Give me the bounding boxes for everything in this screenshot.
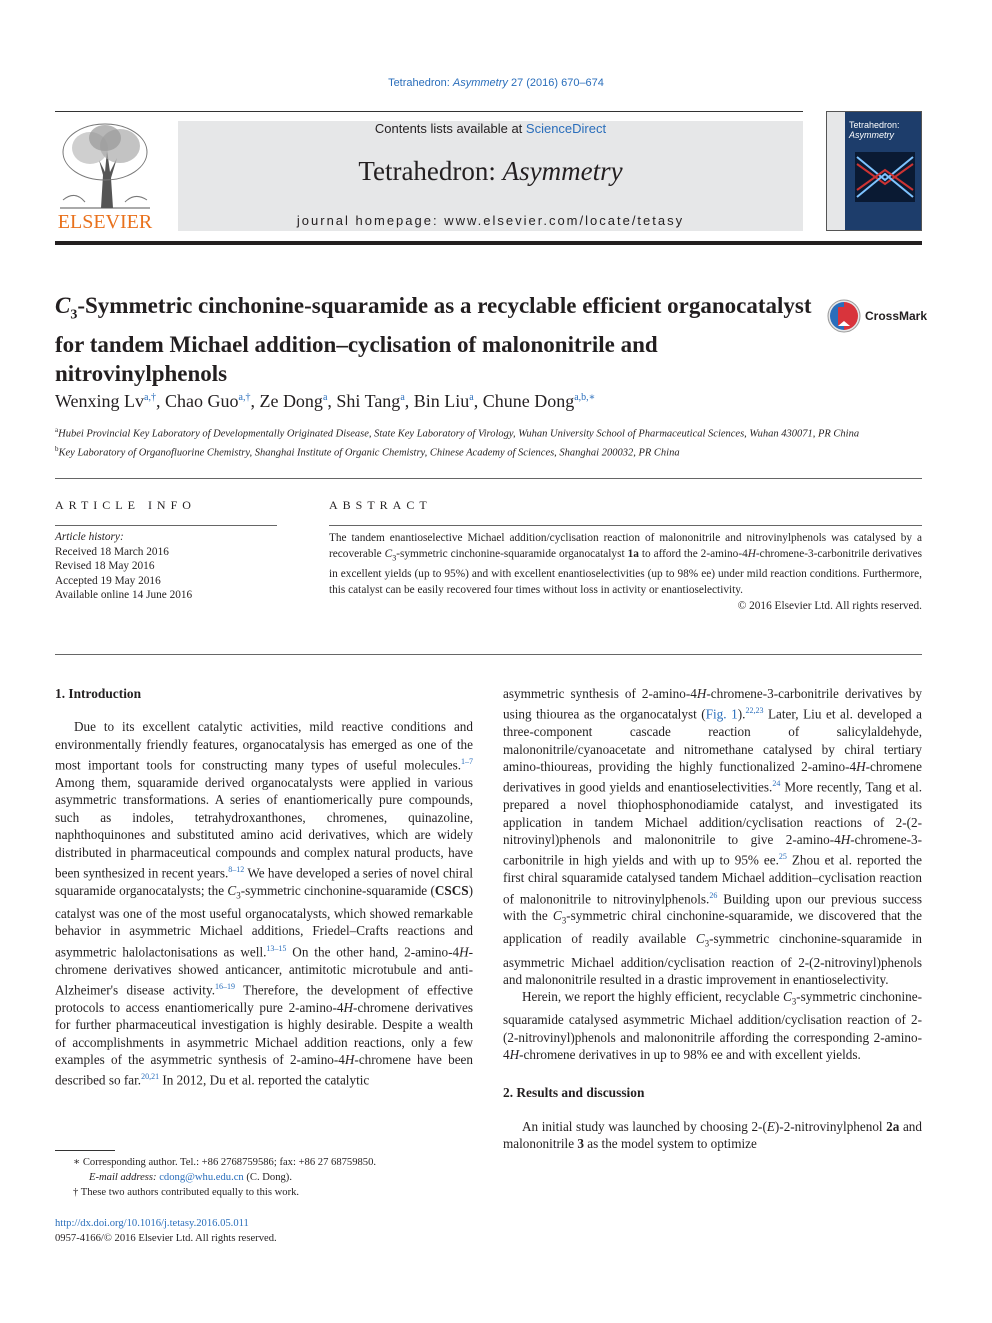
journal-name: Tetrahedron: Asymmetry bbox=[358, 156, 623, 186]
footnote-rule bbox=[55, 1150, 115, 1151]
journal-homepage: journal homepage: www.elsevier.com/locate/tetasy bbox=[296, 213, 685, 228]
footnote-equal-contribution: † These two authors contributed equally to this work. bbox=[73, 1187, 300, 1198]
affiliation: $^a$Hubei Provincial Key Laboratory of Developmentally Originated Disease, State Key Laboratory of Virology, Wuhan University School of Pharmaceutical Sciences, Wuhan 430071, PR China bbox=[55, 426, 860, 440]
author[interactable]: Shi Tang$^a$ bbox=[336, 391, 405, 411]
history-item: Available online 14 June 2016 bbox=[55, 589, 193, 601]
affiliations bbox=[55, 423, 922, 461]
footnote-corresponding: ∗ Corresponding author. Tel.: +86 2768759586; fax: +86 27 68759850. bbox=[73, 1157, 377, 1168]
article-info-heading: ARTICLE INFO bbox=[55, 498, 196, 512]
history-item: Revised 18 May 2016 bbox=[55, 560, 155, 572]
history-item: Received 18 March 2016 bbox=[55, 545, 169, 558]
citation-ref[interactable]: 20,21 bbox=[141, 1072, 160, 1082]
citation-ref[interactable]: 22,23 bbox=[745, 706, 764, 716]
body-column-right bbox=[503, 685, 922, 1153]
cover-title: Tetrahedron: Asymmetry bbox=[849, 120, 900, 140]
elsevier-tree-icon bbox=[55, 120, 155, 232]
citation-ref[interactable]: 13–15 bbox=[266, 943, 287, 953]
figure-ref-link[interactable]: Fig. 1 bbox=[705, 706, 738, 722]
divider bbox=[55, 478, 922, 479]
journal-citation[interactable]: Tetrahedron: Asymmetry 27 (2016) 670–674 bbox=[388, 77, 604, 89]
sciencedirect-link[interactable]: ScienceDirect bbox=[525, 121, 607, 136]
crossmark-badge[interactable] bbox=[826, 298, 862, 339]
author[interactable]: Bin Liu$^a$ bbox=[413, 391, 474, 411]
homepage-link[interactable]: www.elsevier.com/locate/tetasy bbox=[444, 213, 685, 228]
citation-ref[interactable]: 24 bbox=[772, 779, 781, 789]
footnotes bbox=[55, 1155, 473, 1200]
divider bbox=[55, 525, 277, 526]
citation-ref[interactable]: 1–7 bbox=[461, 757, 473, 767]
author[interactable]: Chune Dong$^{a,b,∗}$ bbox=[482, 391, 596, 411]
cover-band bbox=[827, 112, 845, 231]
divider bbox=[55, 654, 922, 655]
paragraph: Herein, we report the highly efficient, recyclable $C_3$-symmetric cinchonine-squaramide catalysed asymmetric Michael addition/cyclisation reaction of 2-(2-nitrovinyl)phenols and malononitrile affording the corresponding 2-amino-4H-chromene derivatives in up to 98% ee and with excellent yields. bbox=[503, 989, 922, 1063]
article-title: $C_3$-Symmetric cinchonine-squaramide as a recyclable efficient organocatalyst for tandem Michael addition–cyclisation of malononitrile and nitrovinylphenols bbox=[55, 293, 812, 386]
section-heading-introduction: 1. Introduction bbox=[55, 686, 142, 701]
citation-ref[interactable]: 26 bbox=[709, 890, 718, 900]
affiliation: $^b$Key Laboratory of Organofluorine Chemistry, Shanghai Institute of Organic Chemistry, Chinese Academy of Sciences, Shanghai 200032, PR China bbox=[55, 445, 680, 459]
author[interactable]: Chao Guo$^{a,\dagger}$ bbox=[165, 391, 251, 411]
elsevier-logo bbox=[55, 120, 155, 232]
abstract-heading: ABSTRACT bbox=[329, 498, 432, 512]
doi-link[interactable]: http://dx.doi.org/10.1016/j.tetasy.2016.05.011 bbox=[55, 1218, 249, 1229]
history-item: Accepted 19 May 2016 bbox=[55, 574, 161, 587]
paragraph: asymmetric synthesis of 2-amino-4H-chromene-3-carbonitrile derivatives by using thiourea as the organocatalyst (Fig. 1).$^{22,23}$ Later, Liu et al. developed a three-component cascade reaction of salicylaldehyde, malononitrile/cyanoacetate and nitromethane catalysed by chiral tertiary amino-thioureas, providing the highly functionalized 2-amino-4H-chromene derivatives in good yields and enantioselectivities.$^{24}$ More recently, Tang et al. prepared a novel thiophosphonodiamide catalyst, and investigated its application in tandem Michael addition/cyclisation reactions of 2-(2-nitrovinyl)phenols and malononitrile to give 2-amino-4H-chromene-3-carbonitrile in high yields and with up to 95% ee.$^{25}$ Zhou et al. reported the first chiral squaramide catalysed tandem Michael addition–cyclisation reaction of malononitrile to nitrovinylphenols.$^{26}$ Building upon our previous success with the $C_3$-symmetric chiral cinchonine-squaramide, we discovered that the application of readily available $C_3$-symmetric cinchonine-squaramide in asymmetric Michael addition/cyclisation reaction of 2-(2-nitrovinyl)phenols and malononitrile resulted in a drastic improvement in enantioselectivity. bbox=[503, 686, 923, 987]
abstract-text: The tandem enantioselective Michael addition/cyclisation reaction of malononitrile and nitrovinylphenols was catalysed by a recoverable $C_3$-symmetric cinchonine-squaramide organocatalyst 1a to afford the 2-amino-4H-chromene-3-carbonitrile derivatives in excellent yields (up to 95%) and with excellent enantioselectivities (up to 98% ee) under mild reaction conditions. Furthermore, this catalyst can be easily recovered four times without loss in activity or enantioselectivity. bbox=[329, 532, 922, 597]
masthead-rule bbox=[55, 241, 922, 245]
contents-line: Contents lists available at ScienceDirect bbox=[374, 121, 607, 136]
citation-ref[interactable]: 16–19 bbox=[215, 981, 235, 991]
crossmark-icon bbox=[826, 298, 862, 334]
footnote-email: E-mail address: cdong@whu.edu.cn (C. Dong). bbox=[89, 1172, 292, 1183]
crossmark-label: CrossMark bbox=[865, 309, 928, 323]
divider bbox=[329, 525, 922, 526]
email-link[interactable]: cdong@whu.edu.cn bbox=[159, 1172, 244, 1183]
article-history: Article history: Received 18 March 2016 Revised 18 May 2016 Accepted 19 May 2016 Available online 14 June 2016 bbox=[55, 530, 277, 603]
cover-art-icon bbox=[855, 152, 915, 202]
header-rule bbox=[55, 111, 803, 112]
paragraph: An initial study was launched by choosing 2-(E)-2-nitrovinylphenol 2a and malononitrile 3 as the model system to optimize bbox=[503, 1119, 922, 1152]
citation-ref[interactable]: 8–12 bbox=[228, 865, 245, 875]
journal-cover-thumbnail[interactable] bbox=[826, 111, 922, 231]
author[interactable]: Wenxing $Lv^{a,\dagger}$ bbox=[55, 391, 156, 411]
doi-block bbox=[55, 1216, 277, 1246]
paragraph: Due to its excellent catalytic activities, mild reactive conditions and environmentally friendly features, organocatalysis has emerged as one of the most important tools for constructing many types of useful molecules.$^{1-7}$ Among them, squaramide derived organocatalysts were applied in various asymmetric transformations. A series of enantiomerically pure compounds, such as indoles, tetrahydroxanthones, chromenes, quinazoline, naphthoquinones and substituted amino acid derivatives, which are widely distributed in pharmaceutical compounds and complex natural products, have been synthesized in recent years.$^{8-12}$ We have developed a series of novel chiral squaramide organocatalysts; the $C_3$-symmetric cinchonine-squaramide (CSCS) catalyst was one of the most useful organocatalysts, which showed remarkable behavior in asymmetric Michael additions, Friedel–Crafts reactions and asymmetric halolactonisations as well.$^{13-15}$ On the other hand, 2-amino-4H-chromene derivatives showed anticancer, antimitotic microtubule and anti-Alzheimer's disease activity.$^{16-19}$ Therefore, the development of effective protocols to access enantiomerically pure 2-amino-4H-chromene derivatives for further pharmaceutical investigation is highly desirable. Despite a wealth of accomplishments in asymmetric Michael addition reactions, only a few examples of the asymmetric synthesis of 2-amino-4H-chromene have been described so far.$^{20,21}$ In 2012, Du et al. reported the catalytic bbox=[55, 719, 474, 1088]
citation-ref[interactable]: 25 bbox=[778, 852, 787, 862]
copyright: © 2016 Elsevier Ltd. All rights reserved. bbox=[737, 600, 922, 613]
abstract-body bbox=[329, 530, 922, 614]
body-column-left bbox=[55, 685, 473, 1089]
issn-line: 0957-4166/© 2016 Elsevier Ltd. All rights reserved. bbox=[55, 1233, 277, 1244]
author-list: Wenxing $Lv^{a,\dagger}$, Chao Guo$^{a,\dagger}$, Ze Dong$^a$, Shi Tang$^a$, Bin Liu$^a$, Chune Dong$^{a,b,∗}$ bbox=[55, 391, 596, 411]
elsevier-wordmark: ELSEVIER bbox=[57, 211, 153, 232]
author[interactable]: Ze Dong$^a$ bbox=[259, 391, 328, 411]
section-heading-results: 2. Results and discussion bbox=[503, 1084, 645, 1100]
